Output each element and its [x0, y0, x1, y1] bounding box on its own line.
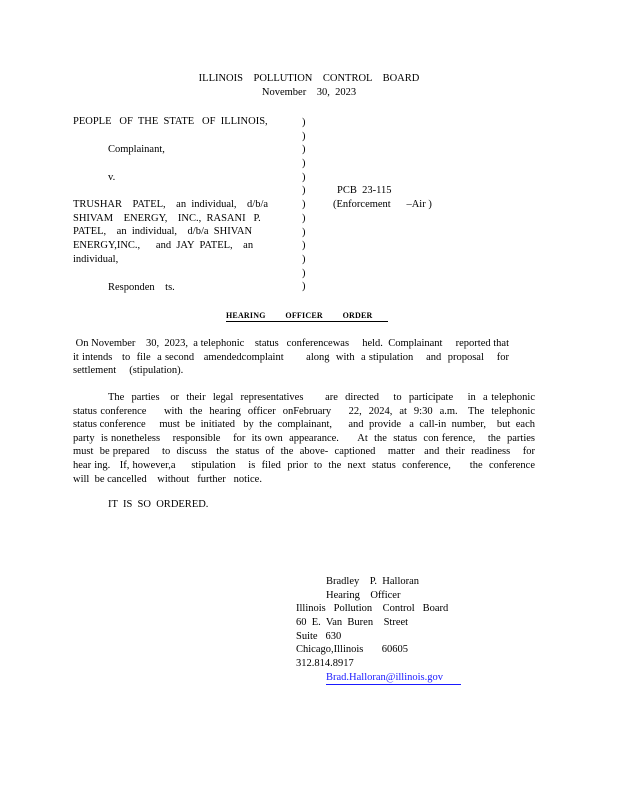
respondents-line: ENERGY,INC., and JAY PATEL, an [73, 240, 254, 252]
complainant-role: Complainant, [108, 144, 165, 155]
paragraph-directives: The parties or their legal representatives are directed to participate in a telephonic status conference with the hearing officer onFebruary 22, 2024, at 9:30 a.m. The telephonic status conference must be initiated by the complainant, and provide a call-in number, but each party is nonetheless responsible for its own appearance. At the status con ference, the parties must be prepared to discuss the status of the above- captioned matter and their readiness for hear ing. If, however,a stipulation is filed prior to the next status conference, the conference will be cancelled without further notice. [73, 392, 549, 485]
respondents-block [73, 199, 269, 268]
email-link[interactable]: Brad.Halloran@illinois.gov [326, 673, 461, 685]
caption-paren: ) [302, 240, 306, 252]
address-city: Chicago,Illinois 60605 [296, 644, 408, 655]
caption-paren: ) [302, 226, 306, 238]
caption-paren: ) [302, 185, 306, 197]
address-suite: Suite 630 [296, 631, 342, 642]
caption-paren: ) [302, 117, 306, 128]
document-header [0, 74, 618, 98]
officer-title: Hearing Officer [326, 590, 401, 601]
caption-paren: ) [302, 281, 306, 293]
order-title: HEARING OFFICER ORDER [226, 312, 388, 322]
caption-paren: ) [302, 267, 306, 279]
respondents-line: TRUSHAR PATEL, an individual, d/b/a [73, 199, 269, 210]
caption-paren: ) [302, 144, 306, 156]
officer-organization: Illinois Pollution Control Board [296, 603, 449, 614]
paragraph-conference-held: On November 30, 2023, a telephonic status conferencewas held. Complainant reported that it intends to file a second amendedcomplaint along with a stipulation and proposal for settlement (stipulation). [73, 338, 515, 377]
officer-name: Bradley P. Halloran [326, 576, 420, 587]
phone-number: 312.814.8917 [296, 658, 354, 669]
agency-title: ILLINOIS POLLUTION CONTROL BOARD [198, 73, 420, 84]
versus-label: v. [108, 172, 116, 183]
caption-paren: ) [302, 199, 306, 211]
caption-paren: ) [302, 158, 306, 170]
respondents-line: PATEL, an individual, d/b/a SHIVAN [73, 226, 253, 238]
caption-paren: ) [302, 171, 306, 183]
email-container [326, 673, 461, 685]
respondents-role: Responden ts. [108, 282, 175, 293]
respondents-line: SHIVAM ENERGY, INC., RASANI P. [73, 212, 261, 224]
respondents-line: individual, [73, 253, 119, 265]
document-date: November 30, 2023 [261, 86, 357, 98]
complainant-name: PEOPLE OF THE STATE OF ILLINOIS, [73, 116, 268, 127]
case-number: PCB 23-115 [337, 185, 392, 196]
caption-paren: ) [302, 130, 306, 142]
so-ordered: IT IS SO ORDERED. [108, 499, 209, 510]
address-street: 60 E. Van Buren Street [296, 617, 409, 628]
caption-paren: ) [302, 253, 306, 265]
caption-paren: ) [302, 212, 306, 224]
caption-paren-column [302, 116, 306, 294]
case-type: (Enforcement –Air ) [333, 199, 432, 210]
